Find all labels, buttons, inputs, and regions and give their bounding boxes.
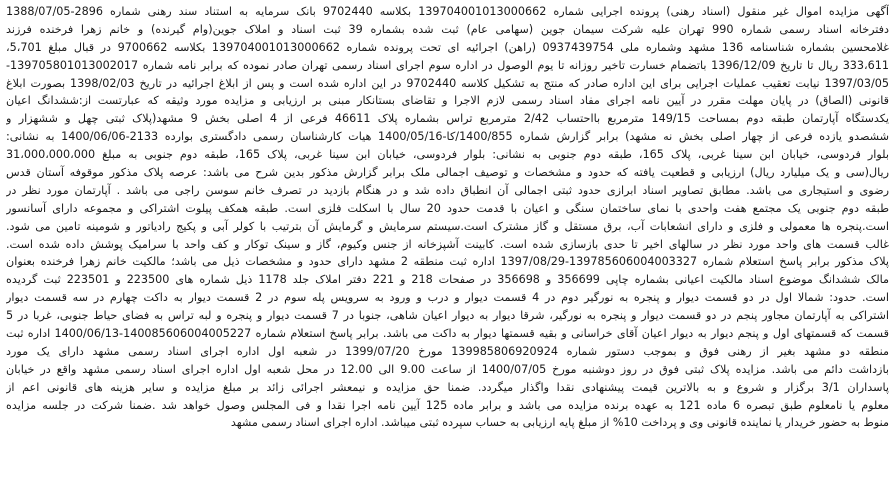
notice-line: است. حدود: شمالا اول در دو قسمت دیوار و پنجره به نورگیر دوم در 4 قسمت دیوار و درب و ورود به سرویس پله سوم در 2 قسمت دیوار به داکت چهارم در سه قسمت دیوار [6, 291, 889, 305]
notice-line: یکدستگاه آپارتمان طبقه دوم بمساحت 149/15 مترمربع بااحتساب 2/42 مترمربع تراس بشماره پلاک 46611 فرعی از 4 اصلی بخش 9 مشهد(پلاک ثبتی چهل و ششهزار و [6, 112, 889, 126]
notice-line: طبقه دوم جنوبی یک مجتمع هفت واحدی با نمای ساختمان سنگی و اعیان با قدمت حدود 20 سال با اسکلت فلزی است. طبقه همکف پیلوت اشتراکی و مجموعه دارای آسانسور [6, 201, 889, 215]
notice-line: ششصدو یازده فرعی از چهار اصلی بخش نه مشهد) برابر گزارش شماره 1400/855/کا-1400/05/16 هیات کارشناسان رسمی دادگستری بوارده 2133-1400/06/06 به نشانی: [6, 130, 889, 144]
notice-line: غالب قسمت های واحد مورد نظر در سالهای اخیر تا حدی بازسازی شده است. کابینت آشپزخانه از جنس وکیوم، گاز و سینک توکار و کف واحد با سرامیک پوشش داده شده است. [6, 237, 889, 251]
notice-line: قسمت که قسمتهای اول و پنجم دیوار به دیوار اعیان آقای خراسانی و بقیه قسمتها دیوار به داکت می باشد. برابر پاسخ استعلام شماره 140085606004005227-1400/06/13 اداره ثبت [6, 327, 889, 341]
notice-line: است.پنجره ها معمولی و فلزی و دارای انشعابات آب، برق مستقل و گاز مشترک است.سیستم سرمایش و گرمایش آن بترتیب با کولر آبی و پکیج رادیاتور و شومینه تامین می شود. [6, 219, 889, 233]
notice-line: معلوم یا نامعلوم طبق تبصره 6 ماده 121 به عهده برنده مزایده می باشد و برابر ماده 125 آیین نامه اجرا نقدا و فی المجلس وصول خواهد شد .ضمنا شرکت در جلسه مزایده [6, 398, 889, 412]
notice-line: پلاک مذکور برابر پاسخ استعلام شماره 139785606004003327-1397/08/29 اداره ثبت منطقه 2 مشهد دارای حدود و مشخصات ذیل می باشد؛ مالکیت خانم زهرا فرخنده بعنوان [6, 255, 889, 269]
notice-line: مالک ششدانگ موضوع اسناد مالکیت اعیانی بشماره چاپی 356699 و 356698 در صفحات 218 و 221 دفتر املاک جلد 1178 ذیل شماره های 223500 و 223501 ثبت گردیده [6, 273, 889, 287]
notice-line: غلامحسین بشماره شناسنامه 136 مشهد وشماره ملی 0937439754 (راهن) اجرائیه ای تحت پرونده شماره 139704001013000662 بکلاسه 9700662 در قبال مبلغ 5،701، [6, 40, 889, 54]
notice-line: قانونی (الصاق) در پایان مهلت مقرر در آیین نامه اجرای مفاد اسناد رسمی لازم الاجرا و تقاضای بستانکار مبنی بر ارزیابی و مزایده مورد وثیقه که عبارتست از:ششدانگ اعیان [6, 94, 889, 108]
notice-line: دفترخانه اسناد رسمی شماره 990 تهران علیه شرکت سیمان جوین (سهامی عام) ثبت شده بشماره 39 ثبت اسناد و املاک جوین(وام گیرنده) و خانم زهرا فرخنده فرزند [6, 22, 889, 36]
notice-line: 333،611 ریال تا تاریخ 1396/12/09 باتضمام خسارت تاخیر روزانه تا یوم الوصول در اداره سوم اجرای اسناد رسمی تهران صادر نموده که برابر نامه شماره 139705801013002017- [6, 58, 889, 72]
notice-line: بازداشت دائم می باشد. مزایده پلاک ثبتی فوق در روز دوشنبه مورخ 1400/07/05 از ساعت 9.00 الی 12.00 در محل شعبه اول اداره اجرای اسناد رسمی مشهد واقع در خیابان [6, 362, 889, 376]
notice-line: منطقه دو مشهد بغیر از رهنی فوق و بموجب دستور شماره 139985806920924 مورخ 1399/07/20 در شعبه اول اداره اجرای اسناد رسمی مشهد دارای یک مورد [6, 344, 889, 358]
notice-line: ریال(سی و یک میلیارد ریال) ارزیابی و قطعیت یافته که حدود و مشخصات و توصیف اجمالی ملک برابر گزارش مذکور بدین شرح می باشد: عرصه پلاک مذکور موقوفه آستان قدس [6, 166, 889, 180]
notice-line: بلوار فردوسی، خیابان ابن سینا غربی، پلاک 165، طبقه دوم جنوبی به نشانی: بلوار فردوسی، خیابان ابن سینا غربی، پلاک 165، طبقه دوم جنوبی به مبلغ 31،000،000،000 [6, 148, 889, 162]
notice-line: آگهی مزایده اموال غیر منقول (اسناد رهنی) پرونده اجرایی شماره 139704001013000662 بکلاسه 9702440 بانک سرمایه به استناد سند رهنی شماره 2896-1388/07/05 [6, 5, 889, 18]
notice-line: اشتراکی به آپارتمان مجاور پنجم در دو قسمت دیوار و پنجره به نورگیر، شرقا دیوار به دیوار اعیان شاهی، جنوبا در 7 قسمت دیوار و پنجره و لبه تراس به فضای حیاط جنوبی، غربا در 5 [6, 309, 889, 323]
notice-line: رضوی و استیجاری می باشد. مطابق تصاویر اسناد ابرازی حدود ثبتی اجمالی آن انطباق داده شد و در هنگام بازدید در تصرف خانم سوسن راجی می باشد . آپارتمان مورد نظر در [6, 183, 889, 197]
notice-line: 1397/03/05 نیابت تعقیب عملیات اجرایی برای این اداره صادر که منتج به تشکیل کلاسه 9702440 در این اداره شده است و پس از ابلاغ اجرائیه در تاریخ 1398/02/03 بصورت ابلاغ [6, 76, 889, 90]
notice-line: منوط به حضور خریدار یا نماینده قانونی وی و پرداخت 10% از مبلغ پایه ارزیابی به حساب سپرده ثبتی میباشد. اداره اجرای اسناد رسمی مشهد [230, 416, 889, 430]
notice-body [6, 3, 889, 432]
notice-line: پاسداران 3/1 برگزار و شروع و به بالاترین قیمت پیشنهادی نقدا واگذار میگردد. ضمنا حق مزایده و نیمعشر اجرائی زائد بر مبلغ مزایده و سایر هزینه های قانونی اعم از [6, 380, 889, 394]
